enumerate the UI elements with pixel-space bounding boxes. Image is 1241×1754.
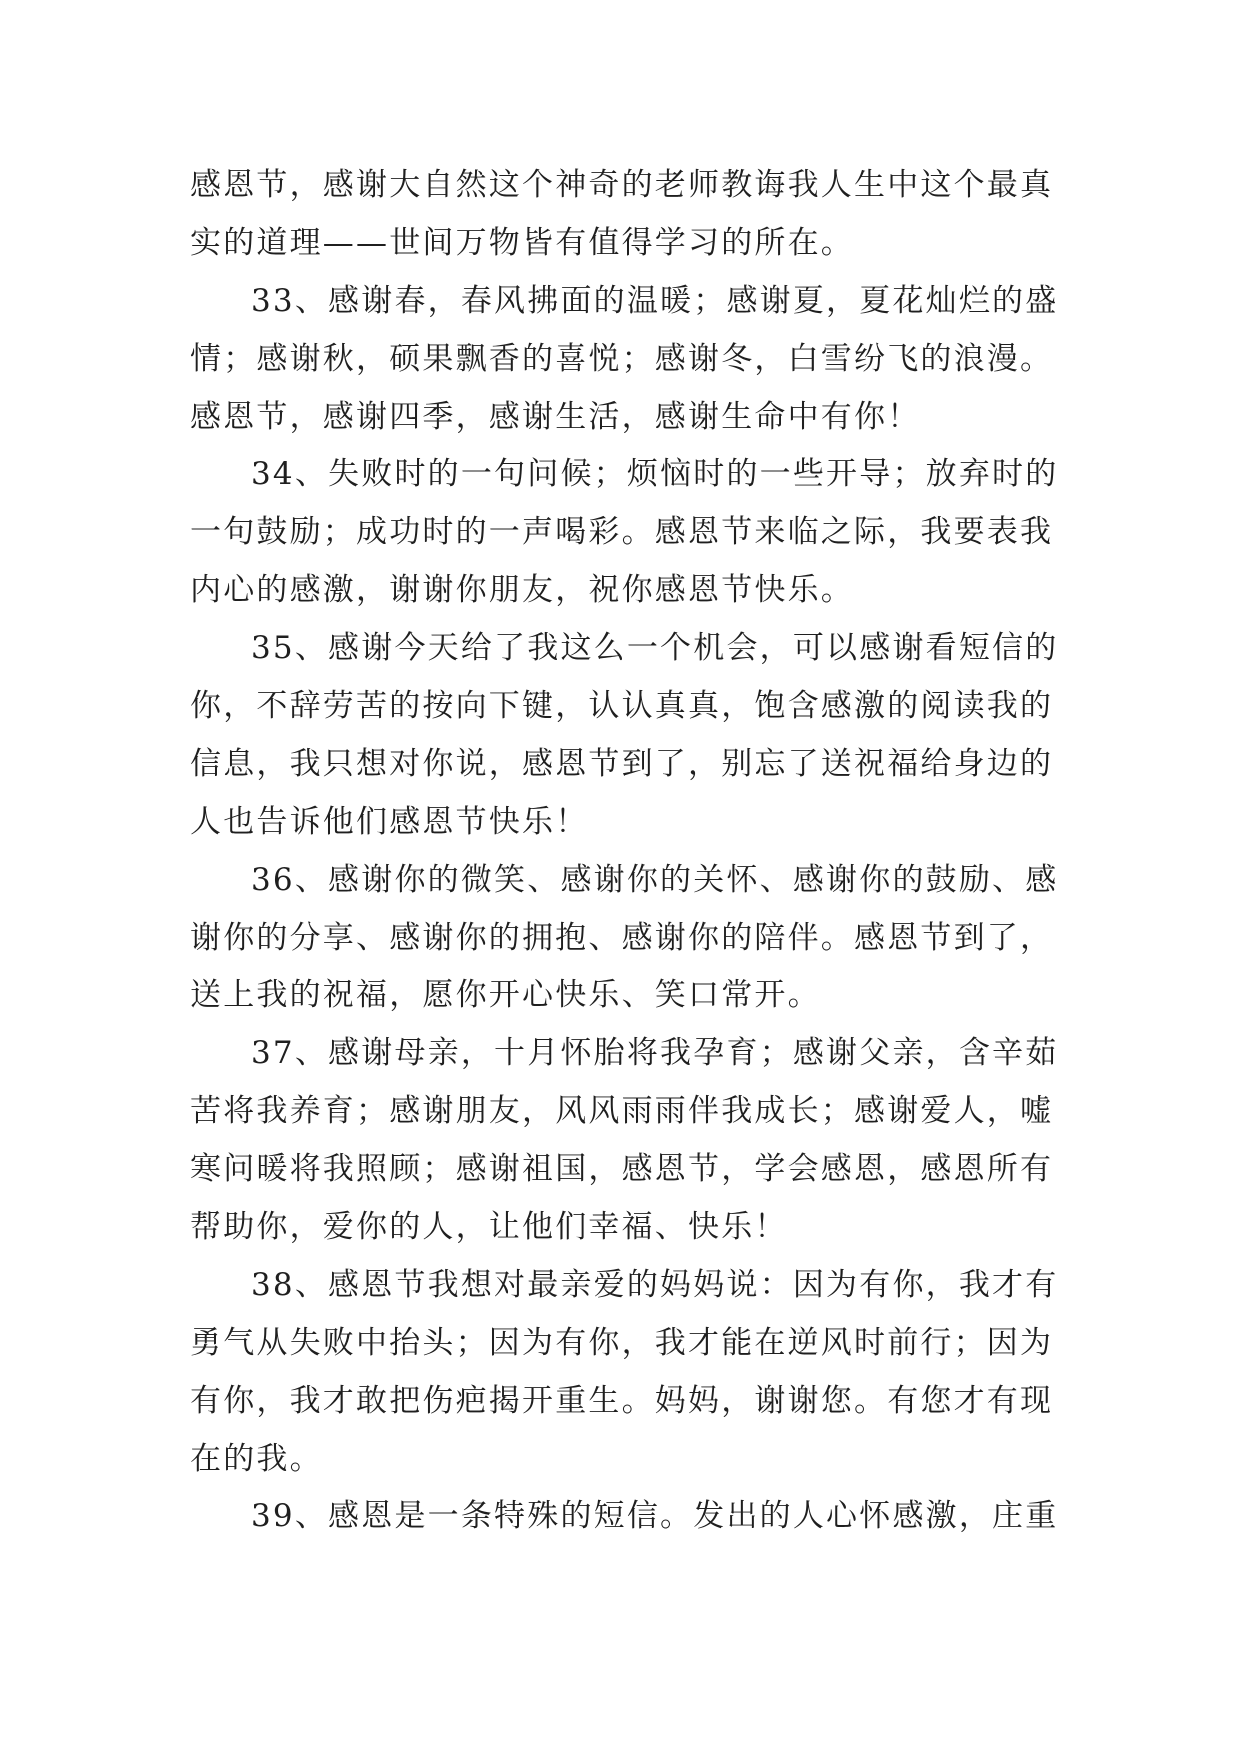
text-line: 人也告诉他们感恩节快乐！ <box>190 803 589 840</box>
document-body <box>190 157 1090 1546</box>
paragraph-35-first-line: 35、感谢今天给了我这么一个机会，可以感谢看短信的 <box>251 630 1059 667</box>
paragraph-36-first-line: 36、感谢你的微笑、感谢你的关怀、感谢你的鼓励、感 <box>251 861 1059 898</box>
text-line: 在的我。 <box>190 1440 323 1477</box>
text-line: 一句鼓励；成功时的一声喝彩。感恩节来临之际，我要表我 <box>190 514 1054 551</box>
text-line: 情；感谢秋，硕果飘香的喜悦；感谢冬，白雪纷飞的浪漫。 <box>190 340 1054 377</box>
paragraph-39-first-line: 39、感恩是一条特殊的短信。发出的人心怀感激，庄重 <box>251 1498 1059 1535</box>
text-line: 送上我的祝福，愿你开心快乐、笑口常开。 <box>190 977 821 1014</box>
paragraph-37-first-line: 37、感谢母亲，十月怀胎将我孕育；感谢父亲，含辛茹 <box>251 1035 1059 1072</box>
text-line: 谢你的分享、感谢你的拥抱、感谢你的陪伴。感恩节到了， <box>190 919 1054 956</box>
text-line: 你，不辞劳苦的按向下键，认认真真，饱含感激的阅读我的 <box>190 688 1054 725</box>
text-line: 内心的感激，谢谢你朋友，祝你感恩节快乐。 <box>190 572 854 609</box>
text-line: 寒问暖将我照顾；感谢祖国，感恩节，学会感恩，感恩所有 <box>190 1151 1054 1188</box>
text-line: 感恩节，感谢四季，感谢生活，感谢生命中有你！ <box>190 398 921 435</box>
text-line: 帮助你，爱你的人，让他们幸福、快乐！ <box>190 1209 788 1246</box>
paragraph-33-first-line: 33、感谢春，春风拂面的温暖；感谢夏，夏花灿烂的盛 <box>251 282 1059 319</box>
paragraph-34-first-line: 34、失败时的一句问候；烦恼时的一些开导；放弃时的 <box>251 456 1059 493</box>
text-line: 有你，我才敢把伤疤揭开重生。妈妈，谢谢您。有您才有现 <box>190 1382 1054 1419</box>
text-line: 实的道理——世间万物皆有值得学习的所在。 <box>190 224 854 261</box>
paragraph-38-first-line: 38、感恩节我想对最亲爱的妈妈说：因为有你，我才有 <box>251 1266 1059 1303</box>
text-line: 勇气从失败中抬头；因为有你，我才能在逆风时前行；因为 <box>190 1324 1054 1361</box>
text-line: 感恩节，感谢大自然这个神奇的老师教诲我人生中这个最真 <box>190 167 1054 203</box>
text-line: 苦将我养育；感谢朋友，风风雨雨伴我成长；感谢爱人，嘘 <box>190 1093 1054 1130</box>
text-line: 信息，我只想对你说，感恩节到了，别忘了送祝福给身边的 <box>190 745 1054 782</box>
